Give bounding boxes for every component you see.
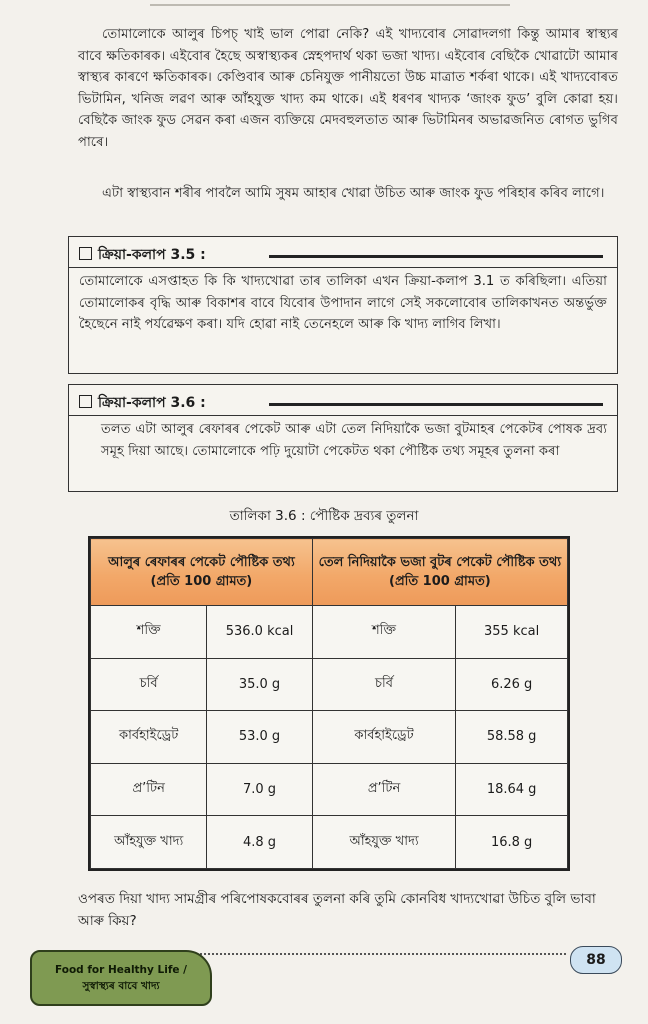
header-rule xyxy=(269,255,603,258)
activity-header xyxy=(69,385,617,415)
activity-box-3-6 xyxy=(68,384,618,492)
nutrient-value: 16.8 g xyxy=(456,816,568,869)
nutrient-name: চৰ্বি xyxy=(91,658,207,711)
nutrient-value: 58.58 g xyxy=(456,711,568,764)
nutrient-name: আঁহযুক্ত খাদ্য xyxy=(312,816,455,869)
nutrition-table xyxy=(88,536,570,871)
nutrient-name: কাৰ্বহাইড্ৰেট xyxy=(91,711,207,764)
activity-header xyxy=(69,237,617,267)
badge-title-en: Food for Healthy Life / xyxy=(54,964,188,976)
activity-title-text: ক্ৰিয়া-কলাপ 3.5 : xyxy=(98,247,206,263)
nutrient-name: চৰ্বি xyxy=(312,658,455,711)
paragraph-balanced-diet: এটা স্বাস্থ্যবান শৰীৰ পাবলৈ আমি সুষম আহাৰ খোৱা উচিত আৰু জাংক ফুড পৰিহাৰ কৰিব লাগে। xyxy=(102,186,605,201)
table-row xyxy=(91,763,568,816)
checkbox-icon xyxy=(79,247,92,260)
activity-body: তলত এটা আলুৰ ৰেফাৰৰ পেকেট আৰু এটা তেল নিদিয়াকৈ ভজা বুটমাহৰ পেকেটৰ পোষক দ্ৰব্য সমূহ দিয়া আছে। তোমালোকে পঢ়ি দুয়োটা পেকেটত থকা পৌষ্টিক তথ্য সমূহৰ তুলনা কৰা xyxy=(69,415,617,491)
activity-title xyxy=(79,391,206,415)
nutrient-value: 6.26 g xyxy=(456,658,568,711)
table-caption: তালিকা 3.6 : পৌষ্টিক দ্ৰব্যৰ তুলনা xyxy=(229,508,419,524)
nutrient-name: কাৰ্বহাইড্ৰেট xyxy=(312,711,455,764)
nutrient-value: 355 kcal xyxy=(456,606,568,659)
nutrient-value: 53.0 g xyxy=(207,711,312,764)
nutrient-name: প্ৰ’টিন xyxy=(312,763,455,816)
chapter-badge xyxy=(30,950,212,1006)
question-text: ওপৰত দিয়া খাদ্য সামগ্ৰীৰ পৰিপোষকবোৰৰ তুলনা কৰি তুমি কোনবিধ খাদ্যখোৱা উচিত বুলি ভাবা আৰু কিয়? xyxy=(78,891,596,929)
table-row xyxy=(91,606,568,659)
nutrient-value: 7.0 g xyxy=(207,763,312,816)
checkbox-icon xyxy=(79,395,92,408)
nutrient-value: 536.0 kcal xyxy=(207,606,312,659)
nutrient-value: 18.64 g xyxy=(456,763,568,816)
header-potato-wafers: আলুৰ ৰেফাৰৰ পেকেট পৌষ্টিক তথ্য (প্ৰতি 100 গ্ৰামত) xyxy=(91,539,313,606)
nutrient-value: 4.8 g xyxy=(207,816,312,869)
footer-dotted-line xyxy=(168,953,566,955)
page-number: 88 xyxy=(570,946,622,974)
activity-title-text: ক্ৰিয়া-কলাপ 3.6 : xyxy=(98,395,206,411)
table-row xyxy=(91,711,568,764)
table-row xyxy=(91,816,568,869)
activity-title xyxy=(79,243,206,267)
top-rule xyxy=(150,4,510,6)
activity-body: তোমালোকে এসপ্তাহত কি কি খাদ্যখোৱা তাৰ তালিকা এখন ক্ৰিয়া-কলাপ 3.1 ত কৰিছিলা। এতিয়া তোমালোকৰ বৃদ্ধি আৰু বিকাশৰ বাবে যিবোৰ উপাদান লাগে সেই সকলোবোৰ তালিকাখনত অন্তৰ্ভুক্ত হৈছেনে নাই পৰ্যৱেক্ষণ কৰা। যদি হোৱা নাই তেনেহলে আৰু কি খাদ্য লাগিব লিখা। xyxy=(69,267,617,373)
nutrient-value: 35.0 g xyxy=(207,658,312,711)
badge-title-as: সুস্বাস্থ্যৰ বাবে খাদ্য xyxy=(82,980,160,992)
nutrient-name: শক্তি xyxy=(312,606,455,659)
header-rule xyxy=(269,403,603,406)
nutrient-name: প্ৰ’টিন xyxy=(91,763,207,816)
header-roasted-gram: তেল নিদিয়াকৈ ভজা বুটৰ পেকেট পৌষ্টিক তথ্য (প্ৰতি 100 গ্ৰামত) xyxy=(312,539,567,606)
table-header-row xyxy=(91,539,568,606)
activity-box-3-5 xyxy=(68,236,618,374)
nutrient-name: আঁহযুক্ত খাদ্য xyxy=(91,816,207,869)
nutrient-name: শক্তি xyxy=(91,606,207,659)
paragraph-junk-food: তোমালোকে আলুৰ চিপচ্ খাই ভাল পোৱা নেকি? এই খাদ্যবোৰ সোৱাদলগা কিন্তু আমাৰ স্বাস্থ্যৰ বাবে ক্ষতিকাৰক। এইবোৰ হৈছে অস্বাস্থ্যকৰ স্নেহপদাৰ্থ থকা ভজা খাদ্য। এইবোৰ বেছিকৈ খোৱাটো আমাৰ স্বাস্থ্যৰ কাৰণে ক্ষতিকাৰক। কেণ্ডিবাৰ আৰু চেনিযুক্ত পানীয়তো উচ্চ মাত্ৰাত শৰ্কৰা থাকে। এই খাদ্যবোৰত ভিটামিন, খনিজ লৱণ আৰু আঁহযুক্ত খাদ্য কম থাকে। এই ধৰণৰ খাদ্যক ‘জাংক ফুড’ বুলি কোৱা হয়। বেছিকৈ জাংক ফুড সেৱন কৰা এজন ব্যক্তিয়ে মেদবহুলতাত আৰু ভিটামিনৰ অভাৱজনিত ৰোগত ভুগিব পাৰে। xyxy=(78,27,618,150)
table-row xyxy=(91,658,568,711)
